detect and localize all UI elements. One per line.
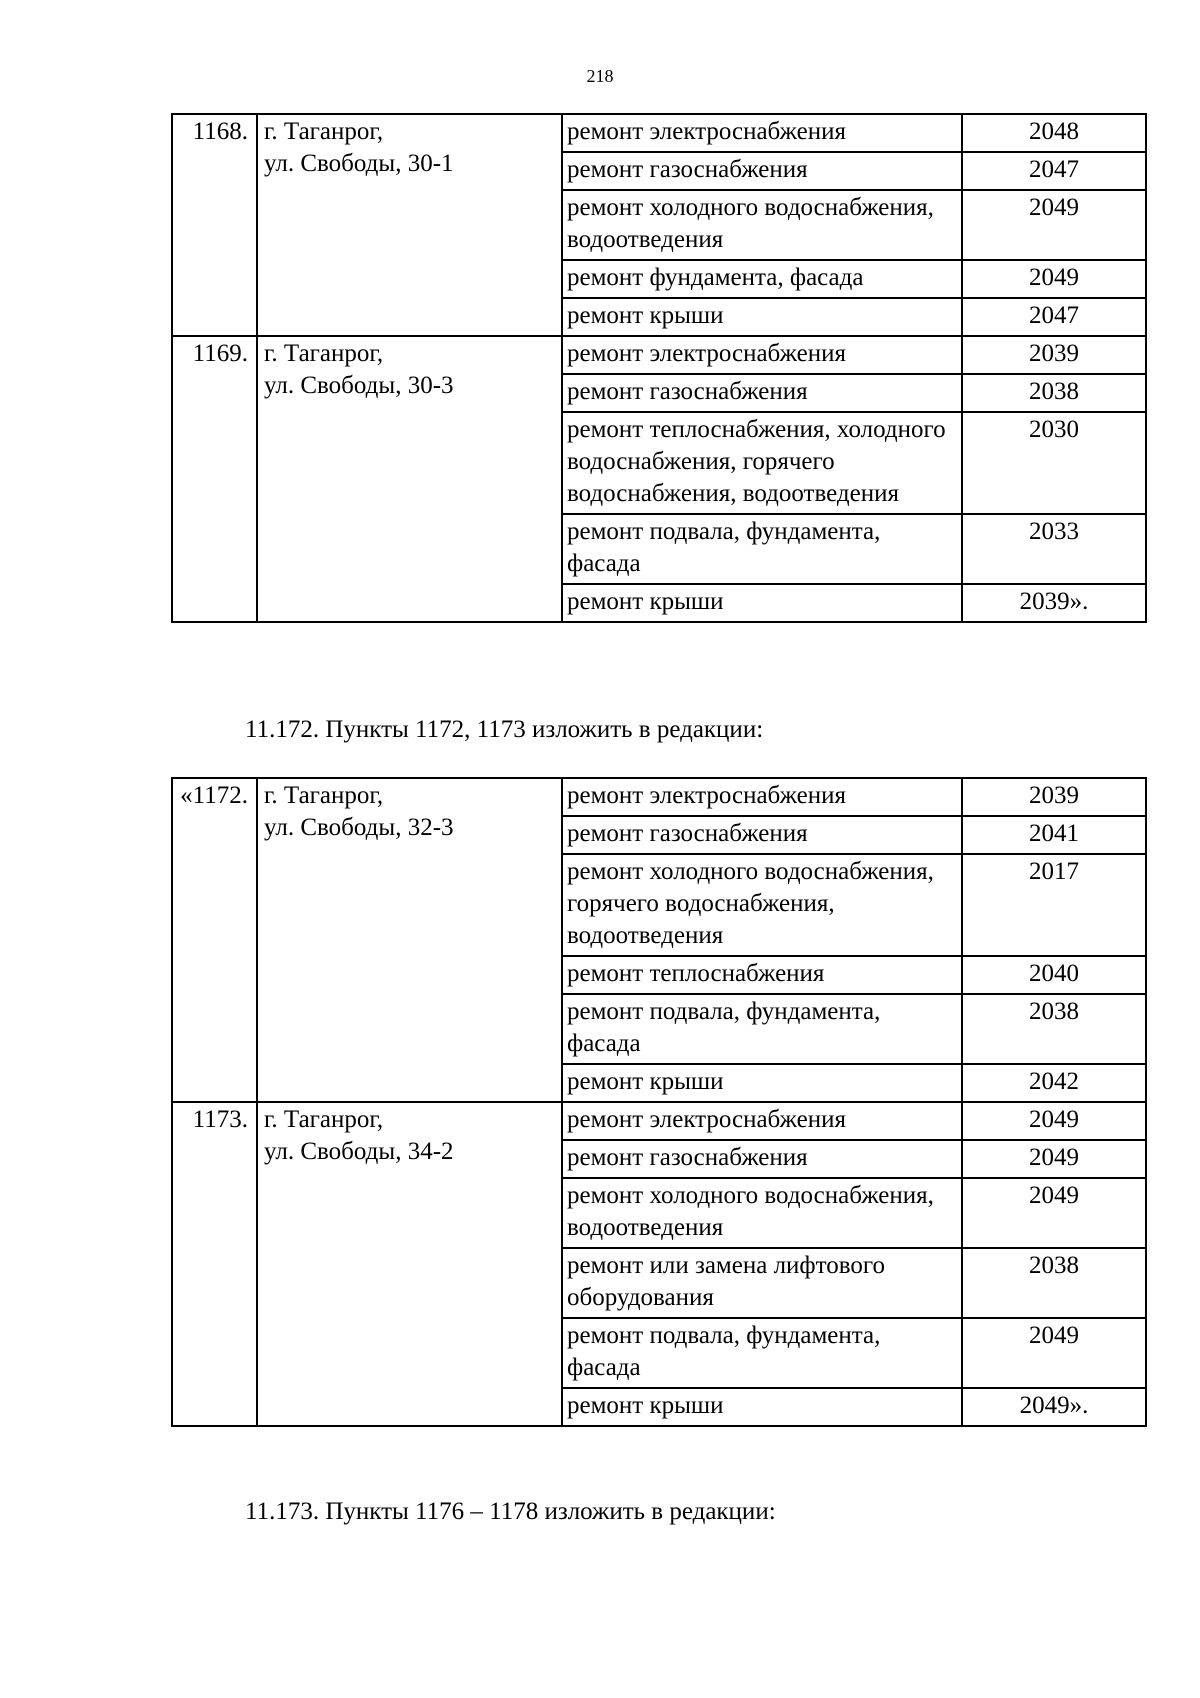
entry-number: 1173.	[172, 1102, 257, 1426]
table-row	[172, 778, 1146, 816]
work-type: ремонт газоснабжения	[562, 1140, 962, 1178]
work-type: ремонт электроснабжения	[562, 114, 962, 152]
work-year: 2039	[962, 778, 1146, 816]
address-street: ул. Свободы, 30-3	[264, 372, 454, 399]
work-type: ремонт крыши	[562, 1388, 962, 1426]
entry-address	[257, 114, 562, 336]
work-year: 2041	[962, 816, 1146, 854]
entry-number: 1169.	[172, 336, 257, 622]
address-city: г. Таганрог,	[264, 118, 384, 145]
work-year: 2049	[962, 1318, 1146, 1388]
address-street: ул. Свободы, 32-3	[264, 814, 454, 841]
address-city: г. Таганрог,	[264, 1106, 384, 1133]
address-city: г. Таганрог,	[264, 340, 384, 367]
work-year: 2049	[962, 260, 1146, 298]
repair-schedule-table-2	[171, 777, 1147, 1427]
address-street: ул. Свободы, 34-2	[264, 1138, 454, 1165]
repair-schedule-table-1	[171, 113, 1147, 623]
page-number: 218	[586, 66, 614, 86]
work-type: ремонт газоснабжения	[562, 152, 962, 190]
entry-address	[257, 778, 562, 1102]
work-type: ремонт подвала, фундамента, фасада	[562, 1318, 962, 1388]
work-type: ремонт или замена лифтового оборудования	[562, 1248, 962, 1318]
work-type: ремонт крыши	[562, 298, 962, 336]
work-year: 2047	[962, 152, 1146, 190]
table-row	[172, 336, 1146, 374]
work-year: 2049	[962, 190, 1146, 260]
work-year: 2049	[962, 1178, 1146, 1248]
work-year: 2017	[962, 854, 1146, 956]
entry-address	[257, 1102, 562, 1426]
work-type: ремонт газоснабжения	[562, 374, 962, 412]
address-city: г. Таганрог,	[264, 782, 384, 809]
work-year: 2030	[962, 412, 1146, 514]
work-type: ремонт крыши	[562, 1064, 962, 1102]
instruction-paragraph: 11.172. Пункты 1172, 1173 изложить в редакции:	[245, 716, 764, 743]
work-type: ремонт фундамента, фасада	[562, 260, 962, 298]
work-year: 2040	[962, 956, 1146, 994]
entry-number: 1168.	[172, 114, 257, 336]
entry-address	[257, 336, 562, 622]
work-year: 2049».	[962, 1388, 1146, 1426]
work-type: ремонт холодного водоснабжения, горячего водоснабжения, водоотведения	[562, 854, 962, 956]
table-row	[172, 1102, 1146, 1140]
instruction-paragraph: 11.173. Пункты 1176 – 1178 изложить в редакции:	[245, 1498, 776, 1525]
entry-number: «1172.	[172, 778, 257, 1102]
work-year: 2033	[962, 514, 1146, 584]
work-year: 2039	[962, 336, 1146, 374]
work-year: 2038	[962, 994, 1146, 1064]
work-year: 2038	[962, 1248, 1146, 1318]
table-row	[172, 114, 1146, 152]
work-type: ремонт холодного водоснабжения, водоотведения	[562, 190, 962, 260]
work-type: ремонт газоснабжения	[562, 816, 962, 854]
work-year: 2039».	[962, 584, 1146, 622]
work-type: ремонт крыши	[562, 584, 962, 622]
work-year: 2049	[962, 1140, 1146, 1178]
work-year: 2047	[962, 298, 1146, 336]
work-type: ремонт теплоснабжения, холодного водоснабжения, горячего водоснабжения, водоотведения	[562, 412, 962, 514]
work-year: 2049	[962, 1102, 1146, 1140]
address-street: ул. Свободы, 30-1	[264, 150, 454, 177]
work-type: ремонт электроснабжения	[562, 778, 962, 816]
work-year: 2048	[962, 114, 1146, 152]
work-type: ремонт подвала, фундамента, фасада	[562, 994, 962, 1064]
work-year: 2042	[962, 1064, 1146, 1102]
work-type: ремонт электроснабжения	[562, 336, 962, 374]
work-year: 2038	[962, 374, 1146, 412]
work-type: ремонт холодного водоснабжения, водоотведения	[562, 1178, 962, 1248]
work-type: ремонт подвала, фундамента, фасада	[562, 514, 962, 584]
work-type: ремонт теплоснабжения	[562, 956, 962, 994]
work-type: ремонт электроснабжения	[562, 1102, 962, 1140]
